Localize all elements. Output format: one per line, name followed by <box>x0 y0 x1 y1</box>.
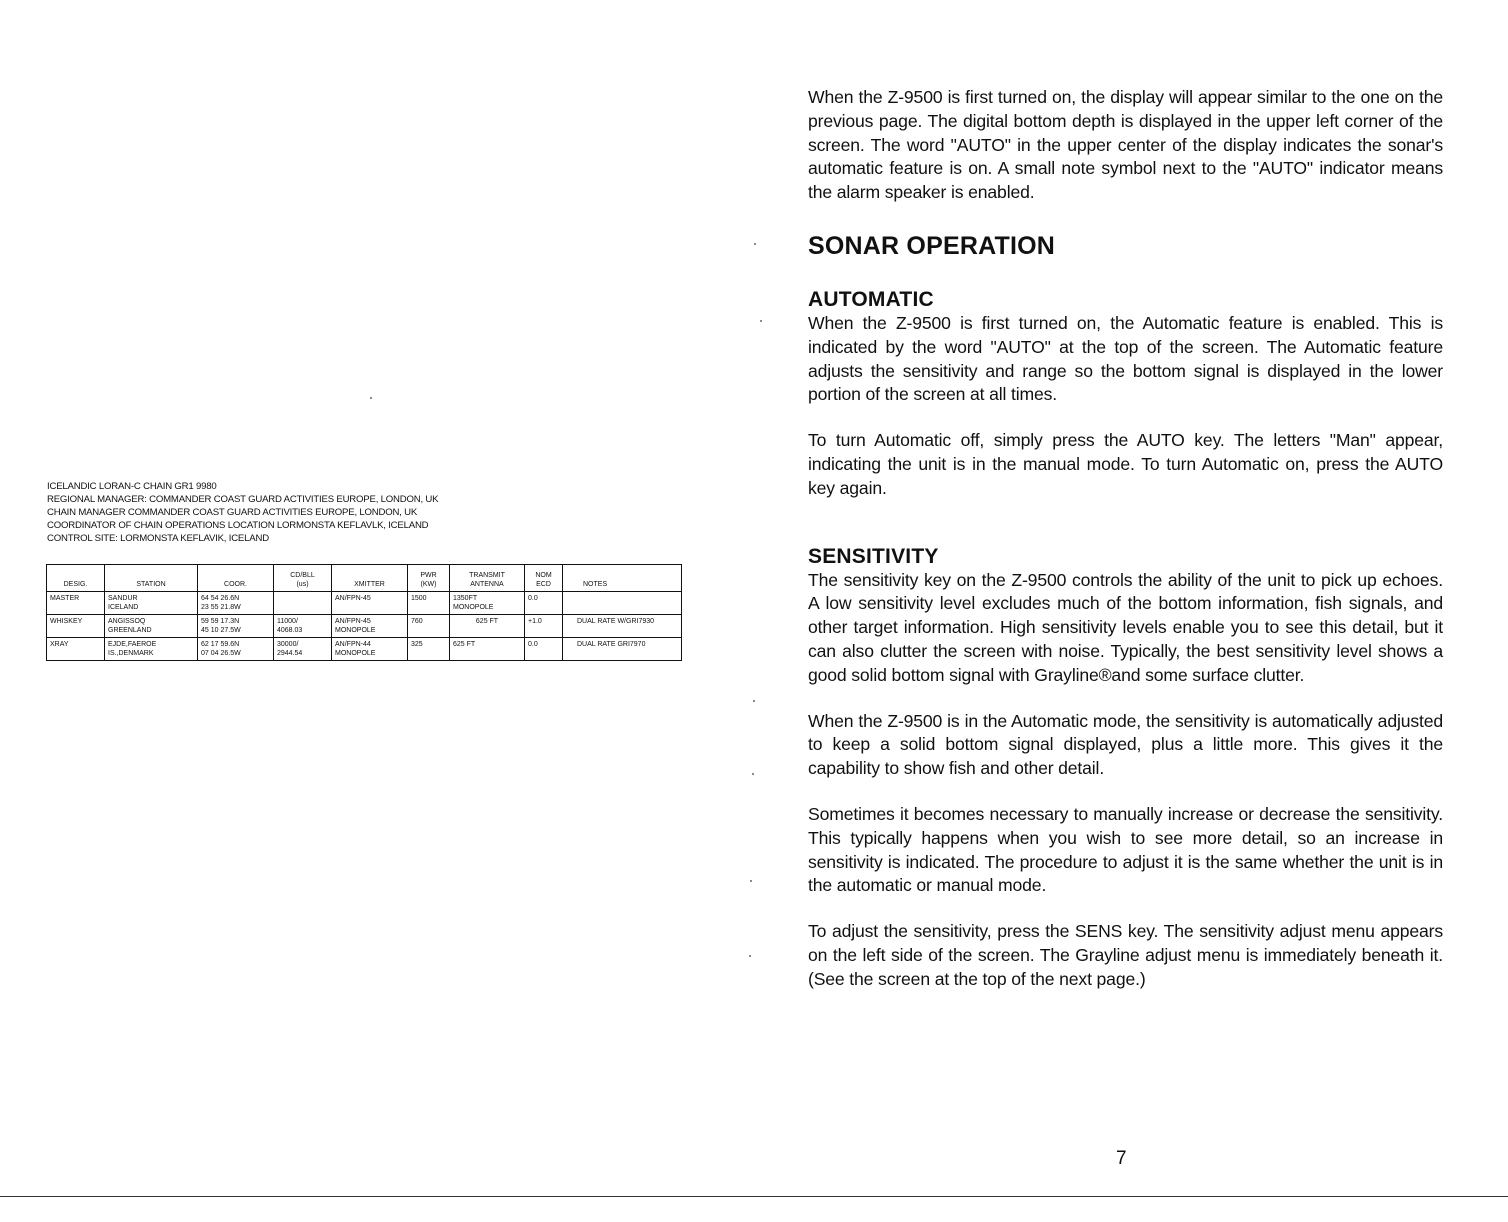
table-cell: 0.0 <box>525 592 563 615</box>
table-cell: 625 FT <box>450 638 525 661</box>
intro-paragraph: When the Z-9500 is first turned on, the display will appear similar to the one on the previous page. The digital bottom depth is displayed in the upper left corner of the screen. The word "AUTO" in the upper center of the display indicates the sonar's automatic feature is on. A small note symbol next to the "AUTO" indicator means the alarm speaker is enabled. <box>808 87 1443 203</box>
table-cell: 62 17 59.6N 07 04 26.5W <box>198 638 274 661</box>
table-cell: 0.0 <box>525 638 563 661</box>
table-row <box>47 615 682 638</box>
col-header: PWR (KW) <box>408 565 450 592</box>
col-header: NOM ECD <box>525 565 563 592</box>
table-header-row <box>47 565 682 592</box>
sensitivity-paragraph: Sometimes it becomes necessary to manually increase or decrease the sensitivity. This typically happens when you wish to see more detail, so an increase in sensitivity is indicated. The procedure to adjust it is the same whether the unit is in the automatic or manual mode. <box>808 803 1443 896</box>
chain-manager: CHAIN MANAGER COMMANDER COAST GUARD ACTIVITIES EUROPE, LONDON, UK <box>47 507 418 518</box>
col-header: CD/BLL (us) <box>274 565 332 592</box>
scan-speck <box>749 955 751 957</box>
col-header: NOTES <box>563 565 682 592</box>
chain-coordinator: COORDINATOR OF CHAIN OPERATIONS LOCATION LORMONSTA KEFLAVLK, ICELAND <box>47 520 429 531</box>
table-cell: 325 <box>408 638 450 661</box>
automatic-paragraph: When the Z-9500 is first turned on, the Automatic feature is enabled. This is indicated by the word "AUTO" at the top of the screen. The Automatic feature adjusts the sensitivity and range so the bottom signal is displayed in the lower portion of the screen at all times. <box>808 312 1443 405</box>
col-header: XMITTER <box>332 565 408 592</box>
page-number: 7 <box>1116 1148 1127 1169</box>
scan-speck <box>752 773 754 775</box>
automatic-paragraph: To turn Automatic off, simply press the AUTO key. The letters "Man" appear, indicating the unit is in the manual mode. To turn Automatic on, press the AUTO key again. <box>808 430 1443 498</box>
table-cell: 64 54 26.6N 23 55 21.8W <box>198 592 274 615</box>
control-site: CONTROL SITE: LORMONSTA KEFLAVIK, ICELAND <box>47 533 269 544</box>
sensitivity-heading: SENSITIVITY <box>808 544 939 568</box>
table-cell: XRAY <box>47 638 105 661</box>
automatic-heading: AUTOMATIC <box>808 287 934 311</box>
scan-speck <box>370 397 372 399</box>
loran-station-table <box>46 564 682 661</box>
table-cell: 59 59 17.3N 45 10 27.5W <box>198 615 274 638</box>
table-cell: 30000/ 2944.54 <box>274 638 332 661</box>
right-page-content <box>808 86 1443 992</box>
table-row <box>47 638 682 661</box>
scan-speck <box>754 243 756 245</box>
table-cell: ANGISSOQ GREENLAND <box>105 615 198 638</box>
scan-speck <box>760 320 762 322</box>
table-cell: DUAL RATE GRI7970 <box>563 638 682 661</box>
sensitivity-paragraph: The sensitivity key on the Z-9500 controls the ability of the unit to pick up echoes. A low sensitivity level excludes much of the bottom information, fish signals, and other target information. High sensitivity levels enable you to see this detail, but it can also clutter the screen with noise. Typically, the best sensitivity level shows a good solid bottom signal with Grayline®and some surface clutter. <box>808 569 1443 685</box>
table-cell: AN/FPN-44 MONOPOLE <box>332 638 408 661</box>
col-header: DESIG. <box>47 565 105 592</box>
table-cell: 760 <box>408 615 450 638</box>
table-cell <box>274 592 332 615</box>
col-header: STATION <box>105 565 198 592</box>
table-cell <box>563 592 682 615</box>
sensitivity-paragraph: To adjust the sensitivity, press the SENS key. The sensitivity adjust menu appears on the left side of the screen. The Grayline adjust menu is immediately beneath it. (See the screen at the top of the next page.) <box>808 921 1443 989</box>
table-cell: 625 FT <box>450 615 525 638</box>
table-cell: MASTER <box>47 592 105 615</box>
table-row <box>47 592 682 615</box>
table-cell: EJDE,FAEROE IS.,DENMARK <box>105 638 198 661</box>
table-cell: 1350FT MONOPOLE <box>450 592 525 615</box>
table-cell: +1.0 <box>525 615 563 638</box>
chain-title: ICELANDIC LORAN-C CHAIN GR1 9980 <box>47 481 217 492</box>
sensitivity-paragraph: When the Z-9500 is in the Automatic mode, the sensitivity is automatically adjusted to keep a solid bottom signal displayed, plus a little more. This gives it the capability to show fish and other detail. <box>808 710 1443 779</box>
table-cell: AN/FPN-45 <box>332 592 408 615</box>
section-title: SONAR OPERATION <box>808 231 1055 260</box>
scan-speck <box>753 700 755 702</box>
table-cell: 1500 <box>408 592 450 615</box>
col-header: COOR. <box>198 565 274 592</box>
col-header: TRANSMIT ANTENNA <box>450 565 525 592</box>
table-cell: AN/FPN-45 MONOPOLE <box>332 615 408 638</box>
scan-speck <box>750 880 752 882</box>
bottom-scan-line <box>0 1196 1508 1197</box>
table-cell: 11000/ 4068.03 <box>274 615 332 638</box>
table-cell: SANDUR ICELAND <box>105 592 198 615</box>
regional-manager: REGIONAL MANAGER: COMMANDER COAST GUARD ACTIVITIES EUROPE, LONDON, UK <box>47 494 439 505</box>
loran-chain-info <box>47 480 687 545</box>
table-cell: DUAL RATE W/GRI7930 <box>563 615 682 638</box>
table-cell: WHISKEY <box>47 615 105 638</box>
